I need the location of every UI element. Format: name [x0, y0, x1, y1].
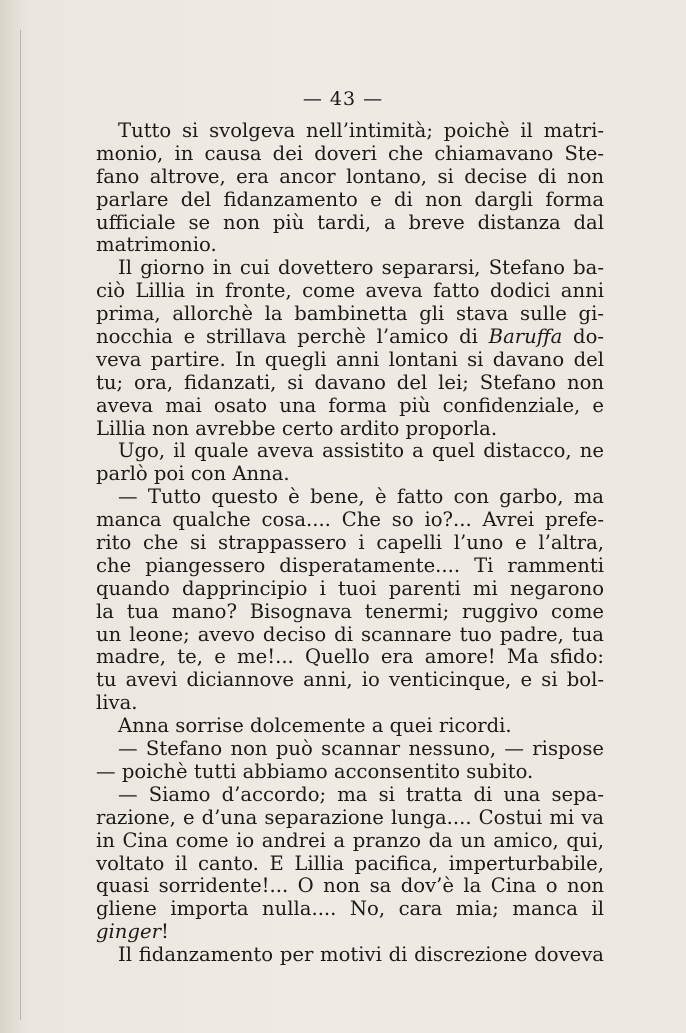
text-line: ginger! [96, 920, 169, 944]
text-line: madre, te, e me!... Quello era amore! Ma sfido: [96, 645, 604, 669]
text-line: prima, allorchè la bambinetta gli stava sulle gi- [96, 302, 604, 326]
italic-word: ginger [96, 920, 161, 944]
text-line: Il fidanzamento per motivi di discrezione doveva [118, 943, 604, 967]
text-line: aveva mai osato una forma più confidenziale, e [96, 393, 604, 417]
text-line: — Tutto questo è bene, è fatto con garbo, ma [118, 485, 604, 509]
text-line: ciò Lillia in fronte, come aveva fatto dodici anni [96, 279, 604, 303]
text-line: veva partire. In quegli anni lontani si davano del [96, 347, 604, 371]
text-line: tu; ora, fidanzati, si davano del lei; Stefano non [96, 370, 604, 394]
text-line: tu avevi diciannove anni, io venticinque, e si bol- [96, 668, 604, 692]
body-text [96, 120, 604, 967]
text-line: razione, e d’una separazione lunga.... Costui mi va [96, 805, 604, 829]
text-line: ufficiale se non più tardi, a breve distanza dal [96, 210, 604, 234]
text-line: che piangessero disperatamente.... Ti rammenti [96, 553, 604, 577]
text-line: liva. [96, 691, 138, 715]
italic-word: Baruffa [488, 325, 563, 349]
text-line: — poichè tutti abbiamo acconsentito subito. [96, 759, 534, 783]
text-line: un leone; avevo deciso di scannare tuo padre, tua [96, 622, 604, 646]
text-line: Il giorno in cui dovettero separarsi, Stefano ba- [118, 256, 604, 280]
text-line: Tutto si svolgeva nell’intimità; poichè il matri- [118, 119, 604, 142]
text-line: parlare del fidanzamento e di non dargli forma [96, 187, 604, 211]
text-line: in Cina come io andrei a pranzo da un amico, qui, [96, 828, 604, 852]
page-number: — 43 — [302, 88, 384, 110]
text-line: parlò poi con Anna. [96, 462, 290, 486]
text-line: quando dapprincipio i tuoi parenti mi negarono [96, 576, 604, 600]
text-line: rito che si strappassero i capelli l’uno e l’altra, [96, 531, 604, 555]
text-line: la tua mano? Bisognava tenermi; ruggivo come [96, 599, 604, 623]
text-line: fano altrove, era ancor lontano, si decise di non [96, 164, 604, 188]
text-line: — Siamo d’accordo; ma si tratta di una sepa- [118, 782, 604, 806]
text-line: nocchia e strillava perchè l’amico di Baruffa do- [96, 325, 604, 349]
page-edge-line [20, 30, 21, 1020]
text-line: matrimonio. [96, 233, 217, 257]
text-line: Ugo, il quale aveva assistito a quel distacco, ne [118, 439, 604, 463]
text-line: Lillia non avrebbe certo ardito proporla. [96, 416, 498, 440]
text-line: monio, in causa dei doveri che chiamavano Ste- [96, 141, 604, 165]
text-line: Anna sorrise dolcemente a quei ricordi. [118, 714, 512, 738]
text-line: quasi sorridente!... O non sa dov’è la Cina o non [96, 874, 604, 898]
text-line: — Stefano non può scannar nessuno, — rispose [118, 737, 604, 761]
text-line: voltato il canto. E Lillia pacifica, imperturbabile, [96, 851, 604, 875]
text-line: manca qualche cosa.... Che so io?... Avrei prefe- [96, 508, 604, 532]
text-line: gliene importa nulla.... No, cara mia; manca il [96, 897, 604, 921]
